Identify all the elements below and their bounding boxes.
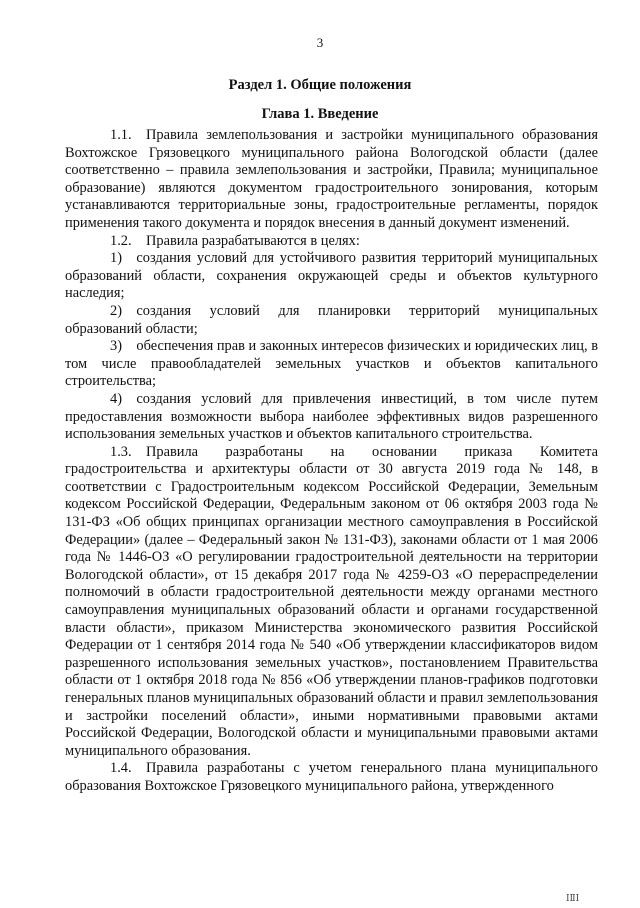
list-item-4: 4) создания условий для привлечения инвестиций, в том числе путем предоставления возможности выбора наиболее эффективных видов разрешенного использования земельных участков и объектов капитального строительства. [65, 390, 598, 443]
footer-mark: ⅠⅡⅠ [566, 893, 580, 903]
chapter-title: Глава 1. Введение [261, 106, 379, 122]
page-number: 3 [316, 35, 324, 50]
paragraph-1-1: 1.1. Правила землепользования и застройки муниципального образования Вохтожское Грязовецкого муниципального района Вологодской области (далее соответственно – правила землепользования и застройки, Правила; муниципальное образование) являются документом градостроительного зонирования, которым устанавливаются территориальные зоны, градостроительные регламенты, порядок применения такого документа и порядок внесения в данный документ изменений. [65, 127, 598, 231]
list-item-1: 1) создания условий для устойчивого развития территорий муниципальных образований области, сохранения окружающей среды и объектов культурного наследия; [65, 250, 598, 302]
list-item-3: 3) обеспечения прав и законных интересов физических и юридических лиц, в том числе правообладателей земельных участков и объектов капитального строительства; [65, 338, 598, 390]
paragraph-1-3: 1.3. Правила разработаны на основании приказа Комитета градостроительства и архитектуры области от 30 августа 2019 года № 148, в соответствии с Градостроительным кодексом Российской Федерации, Земельным кодексом Российской Федерации, Федеральным законом от 06 октября 2003 года № 131-ФЗ «Об общих принципах организации местного самоуправления в Российской Федерации» (далее – Федеральный закон № 131-ФЗ), законами области от 1 мая 2006 года № 1446-ОЗ «О регулировании градостроительной деятельности на территории Вологодской области», от 15 декабря 2017 года № 4259-ОЗ «О перераспределении полномочий в области градостроительной деятельности между органами местного самоуправления муниципальных образований области и органами государственной власти области», приказом Министерства экономического развития Российской Федерации от 1 сентября 2014 года № 540 «Об утверждении классификаторов видом разрешенного использования земельных участков», постановлением Правительства области от 1 октября 2018 года № 856 «Об утверждении планов-графиков подготовки генеральных планов муниципальных образований области и правил землепользования и застройки поселений области», иными нормативными правовыми актами Российской Федерации, Вологодской области и муниципальными правовыми актами муниципального образования. [65, 443, 598, 759]
paragraph-1-4: 1.4. Правила разработаны с учетом генерального плана муниципального образования Вохтожское Грязовецкого муниципального района, утвержденного [65, 760, 598, 794]
document-body [65, 127, 598, 796]
paragraph-1-2: 1.2. Правила разрабатываются в целях: [110, 232, 360, 249]
list-item-2: 2) создания условий для планировки территорий муниципальных образований области; [65, 302, 598, 337]
section-title: Раздел 1. Общие положения [228, 77, 412, 93]
